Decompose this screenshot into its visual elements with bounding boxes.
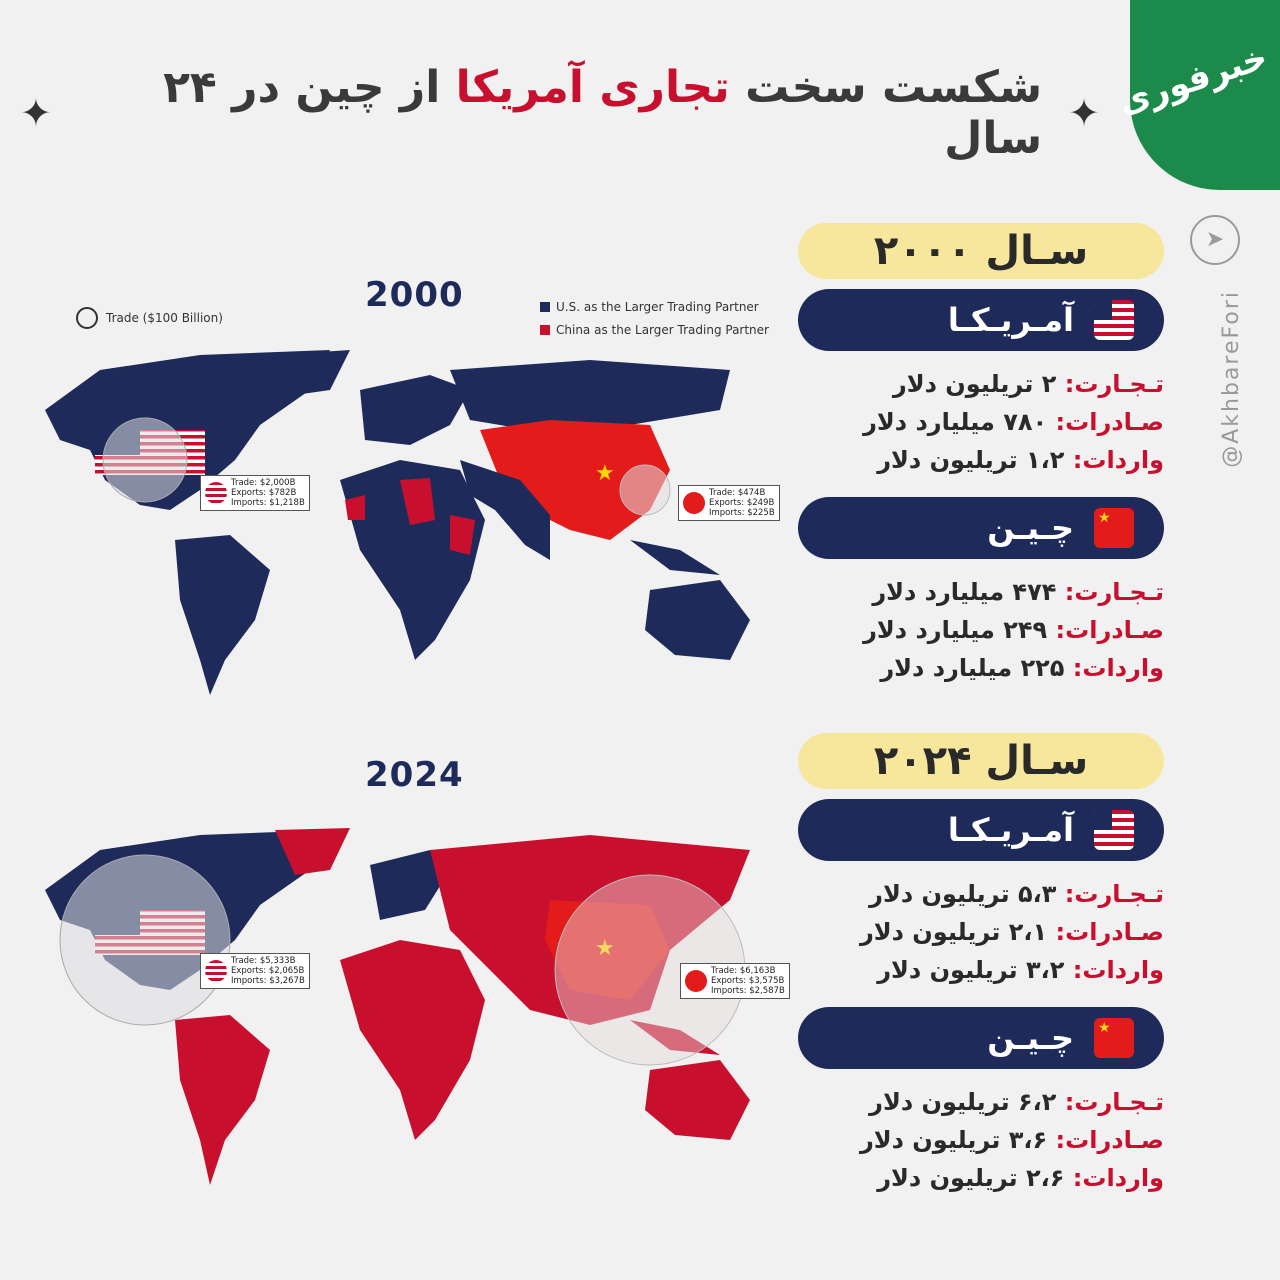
brand-logo: خبرفوری <box>1113 37 1273 123</box>
region-europe <box>360 375 470 445</box>
china-flag-icon: ★ <box>1094 1018 1134 1058</box>
stat-label: صـادرات: <box>1055 1126 1164 1154</box>
stat-label: واردات: <box>1072 1164 1164 1192</box>
stat-value: ۷۸۰ میلیارد دلار <box>863 408 1048 436</box>
callout-imports: Imports: $2,587B <box>711 986 785 996</box>
china-stats <box>798 573 1164 687</box>
callout-exports: Exports: $782B <box>231 488 297 498</box>
china-flag-icon <box>685 970 707 992</box>
stat-trade <box>798 365 1164 403</box>
region-south-america <box>175 1015 270 1185</box>
stat-label: صـادرات: <box>1055 616 1164 644</box>
china-star-icon: ★ <box>595 461 615 486</box>
us-trade-circle-2000 <box>103 418 187 502</box>
callout-exports: Exports: $2,065B <box>231 966 305 976</box>
brand-ribbon <box>1113 0 1280 190</box>
stat-exports <box>798 913 1164 951</box>
callout-exports: Exports: $3,575B <box>711 976 785 986</box>
map-year-label: 2000 <box>365 275 464 315</box>
stat-value: ۲ تریلیون دلار <box>892 370 1057 398</box>
stat-label: تـجـارت: <box>1064 1088 1164 1116</box>
stat-exports <box>798 403 1164 441</box>
us-stats <box>798 875 1164 989</box>
legend-us-label: U.S. as the Larger Trading Partner <box>556 300 759 314</box>
map-2024 <box>30 755 800 1205</box>
stat-trade <box>798 573 1164 611</box>
country-pill-china <box>798 497 1164 559</box>
stat-label: تـجـارت: <box>1064 880 1164 908</box>
stat-value: ۳،۲ تریلیون دلار <box>877 956 1065 984</box>
stat-trade <box>798 1083 1164 1121</box>
stat-label: صـادرات: <box>1055 918 1164 946</box>
callout-trade: Trade: $6,163B <box>711 966 776 976</box>
stat-label: تـجـارت: <box>1064 578 1164 606</box>
region-south-america <box>175 535 270 695</box>
region-australia <box>645 1060 750 1140</box>
stat-trade <box>798 875 1164 913</box>
title-after: از چین در ۲۴ سال <box>163 62 1043 164</box>
title-text <box>78 62 1042 164</box>
region-australia <box>645 580 750 660</box>
stat-value: ۲،۶ تریلیون دلار <box>877 1164 1065 1192</box>
us-flag-icon <box>1094 810 1134 850</box>
stat-value: ۵،۳ تریلیون دلار <box>869 880 1057 908</box>
page-title <box>20 62 1100 164</box>
sparkle-icon: ✦ <box>1068 91 1100 135</box>
region-africa <box>340 940 485 1140</box>
stat-imports <box>798 951 1164 989</box>
stat-value: ۲۴۹ میلیارد دلار <box>863 616 1048 644</box>
map-year-label: 2024 <box>365 755 464 795</box>
stat-value: ۶،۲ تریلیون دلار <box>869 1088 1057 1116</box>
country-pill-china <box>798 1007 1164 1069</box>
us-flag-icon <box>205 960 227 982</box>
stat-label: تـجـارت: <box>1064 370 1164 398</box>
us-stats <box>798 365 1164 479</box>
china-flag-icon <box>683 492 705 514</box>
world-map-2024 <box>30 810 800 1200</box>
stat-value: ۲۲۵ میلیارد دلار <box>880 654 1065 682</box>
us-trade-circle-2024 <box>60 855 230 1025</box>
stat-exports <box>798 611 1164 649</box>
country-pill-us <box>798 289 1164 351</box>
country-name: چـیـن <box>987 1019 1074 1057</box>
country-pill-us <box>798 799 1164 861</box>
year-pill: سـال ۲۰۰۰ <box>798 223 1164 279</box>
us-trade-callout <box>200 475 310 511</box>
callout-imports: Imports: $1,218B <box>231 498 305 508</box>
stat-label: صـادرات: <box>1055 408 1164 436</box>
stat-imports <box>798 1159 1164 1197</box>
cn-trade-circle-2000 <box>620 465 670 515</box>
cn-trade-callout <box>680 963 790 999</box>
callout-trade: Trade: $2,000B <box>231 478 296 488</box>
legend-china-label: China as the Larger Trading Partner <box>556 323 769 337</box>
us-flag-icon <box>1094 300 1134 340</box>
stat-imports <box>798 649 1164 687</box>
region-se-asia <box>630 540 720 575</box>
stat-imports <box>798 441 1164 479</box>
legend-us <box>540 300 759 314</box>
china-flag-icon: ★ <box>1094 508 1134 548</box>
legend-trade <box>76 307 223 329</box>
stat-label: واردات: <box>1072 446 1164 474</box>
year-pill: سـال ۲۰۲۴ <box>798 733 1164 789</box>
circle-icon <box>76 307 98 329</box>
stat-label: واردات: <box>1072 956 1164 984</box>
map-2000 <box>30 275 800 705</box>
info-panel-2000 <box>798 223 1168 687</box>
info-panel-2024 <box>798 733 1168 1197</box>
channel-handle: @AkhbareFori <box>1219 290 1244 468</box>
callout-exports: Exports: $249B <box>709 498 775 508</box>
stat-value: ۲،۱ تریلیون دلار <box>859 918 1048 946</box>
sparkle-icon: ✦ <box>20 91 52 135</box>
cn-trade-callout <box>678 485 780 521</box>
callout-trade: Trade: $474B <box>709 488 766 498</box>
region-russia <box>450 360 730 430</box>
title-before: شکست سخت <box>745 62 1043 113</box>
us-flag-icon <box>205 482 227 504</box>
stat-value: ۱،۲ تریلیون دلار <box>877 446 1065 474</box>
callout-imports: Imports: $225B <box>709 508 775 518</box>
callout-trade: Trade: $5,333B <box>231 956 296 966</box>
stat-exports <box>798 1121 1164 1159</box>
legend-trade-label: Trade ($100 Billion) <box>106 311 223 325</box>
legend-swatch-blue <box>540 302 550 312</box>
country-name: چـیـن <box>987 509 1074 547</box>
us-trade-callout <box>200 953 310 989</box>
china-stats <box>798 1083 1164 1197</box>
stat-value: ۴۷۴ میلیارد دلار <box>872 578 1057 606</box>
title-highlight: تجاری آمریکا <box>455 62 730 113</box>
stat-value: ۳،۶ تریلیون دلار <box>859 1126 1048 1154</box>
stat-label: واردات: <box>1072 654 1164 682</box>
country-name: آمـریـکـا <box>947 811 1074 849</box>
telegram-icon[interactable]: ➤ <box>1190 215 1240 265</box>
callout-imports: Imports: $3,267B <box>231 976 305 986</box>
country-name: آمـریـکـا <box>947 301 1074 339</box>
